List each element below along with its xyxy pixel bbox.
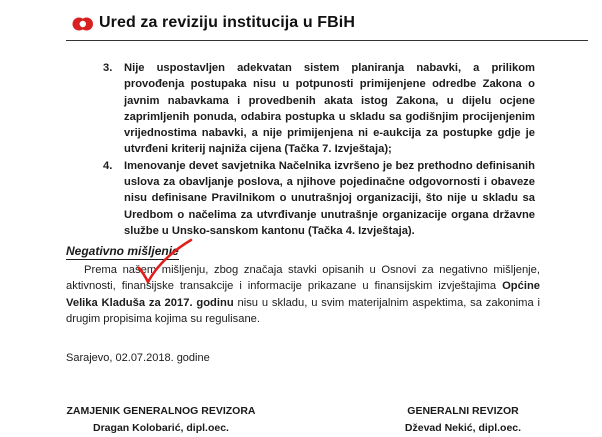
document-header (0, 0, 602, 44)
red-checkmark-icon (135, 238, 195, 286)
signature-general (368, 403, 558, 437)
signature-name: Dragan Kolobarić, dipl.oec. (93, 422, 229, 434)
opinion-heading: Negativno mišljenje (66, 244, 179, 258)
list-item-text: Nije uspostavljen adekvatan sistem planiranja nabavki, a prilikom provođenja postupaka nisu u potpunosti primijenjene odredbe Zakona o javnim nabavkama i provedbenih akata istog Zakona, u dijelu ocjene zaprimljenih ponuda, odabira postupka u skladu sa godišnjim procijenjenim vrijednostima nabavki, a nije primijenjena ni e-aukcija za postupke gdje je utvrđeni kriterij najniža cijena (Tačka 7. Izvještaja); (124, 62, 535, 156)
header-divider (66, 40, 588, 41)
signature-role: GENERALNI REVIZOR (407, 405, 519, 417)
opinion-text-end: nisu u skladu, u svim materijalnim aspektima, sa zakonima i drugim propisima kojima su regulisane. (66, 296, 540, 325)
findings-list (103, 60, 535, 239)
signature-role: ZAMJENIK GENERALNOG REVIZORA (66, 405, 256, 417)
opinion-text-bold: Općine Velika Kladuša za 2017. godinu (66, 280, 540, 309)
org-name: Ured za reviziju institucija u FBiH (99, 14, 355, 31)
signature-deputy (66, 403, 256, 437)
list-item-number: 4. (103, 159, 113, 172)
list-item-number: 3. (103, 62, 113, 74)
list-item (103, 60, 535, 158)
list-item-text: Imenovanje devet savjetnika Načelnika izvršeno je bez prethodno definisanih uslova za obavljanje poslova, a njihove pojedinačne odgovornosti i obaveze nisu definisane Pravilnikom o unutrašnjoj organizaciji, što nije u skladu sa Uredbom o načelima za utvrđivanje unutrašnje organizacije organa državne službe u Unsko-sanskom kantonu (Tačka 4. Izvještaja). (124, 159, 535, 237)
opinion-text-start: Prema našem mišljenju, zbog značaja stavki opisanih u Osnovi za negativno mišljenje, aktivnosti, finansijske transakcije i informacije prikazane u finansijskim izvještajima (66, 264, 540, 293)
signature-name: Dževad Nekić, dipl.oec. (404, 422, 522, 434)
red-circles-logo (72, 17, 94, 31)
place-date: Sarajevo, 02.07.2018. godine (66, 352, 210, 364)
list-item (103, 158, 535, 239)
